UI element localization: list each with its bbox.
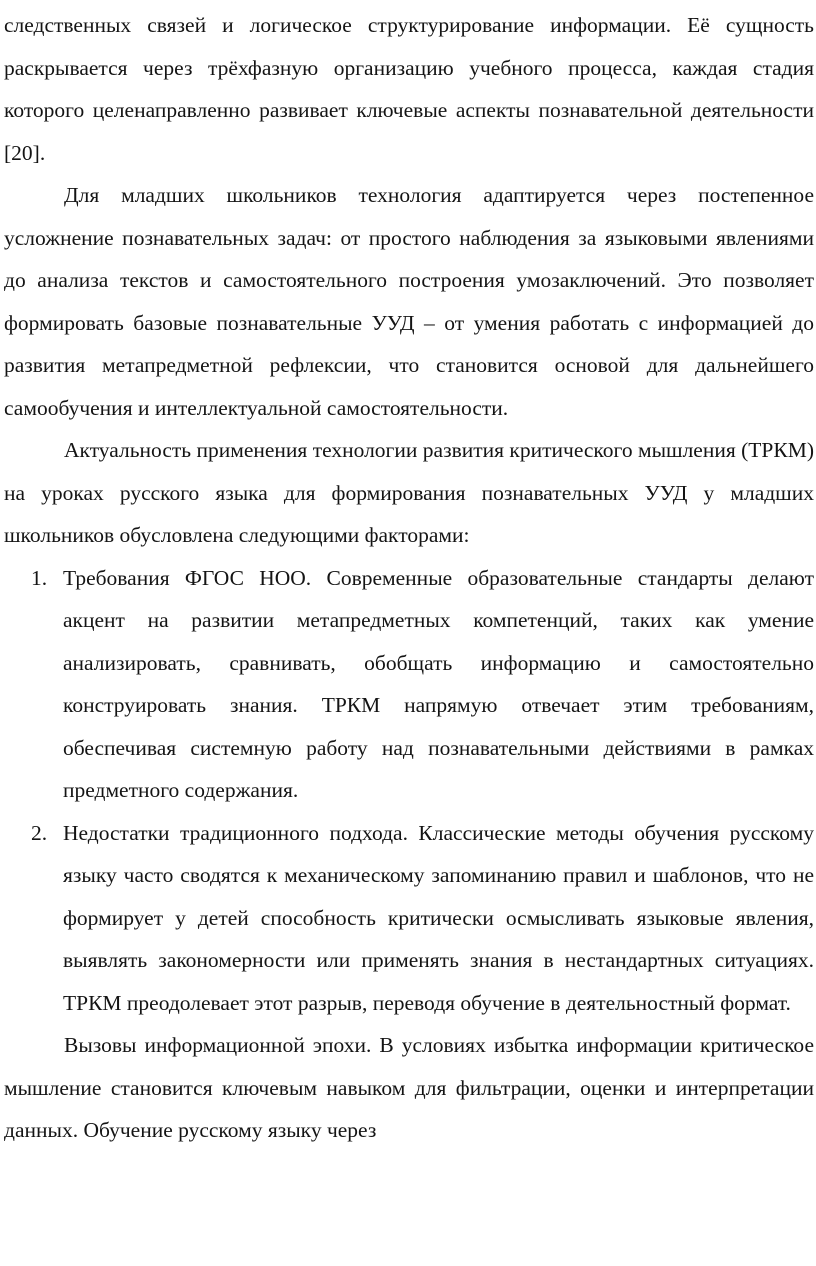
paragraph-relevance: Актуальность применения технологии развития критического мышления (ТРКМ) на уроках русского языка для формирования познавательных УУД у младших школьников обусловлена следующими факторами: [4,438,814,547]
list-item [4,557,814,812]
list-item-text: Требования ФГОС НОО. Современные образовательные стандарты делают акцент на развитии метапредметных компетенций, таких как умение анализировать, сравнивать, обобщать информацию и самостоятельно конструировать знания. ТРКМ напрямую отвечает этим требованиям, обеспечивая системную работу над познавательными действиями в рамках предметного содержания. [63,565,814,802]
list-item-number: 2. [31,820,48,845]
paragraph-information-age: Вызовы информационной эпохи. В условиях избытка информации критическое мышление становится ключевым навыком для фильтрации, оценки и интерпретации данных. Обучение русскому языку через [4,1033,814,1142]
list-item-number: 1. [31,565,48,590]
paragraph-continuation: следственных связей и логическое структурирование информации. Её сущность раскрывается через трёхфазную организацию учебного процесса, каждая стадия которого целенаправленно развивает ключевые аспекты познавательной деятельности [20]. [4,13,814,165]
paragraph-junior-students: Для младших школьников технология адаптируется через постепенное усложнение познавательных задач: от простого наблюдения за языковыми явлениями до анализа текстов и самостоятельного построения умозаключений. Это позволяет формировать базовые познавательные УУД – от умения работать с информацией до развития метапредметной рефлексии, что становится основой для дальнейшего самообучения и интеллектуальной самостоятельности. [4,183,814,420]
list-item-text: Недостатки традиционного подхода. Классические методы обучения русскому языку часто сводятся к механическому запоминанию правил и шаблонов, что не формирует у детей способность критически осмысливать языковые явления, выявлять закономерности или применять знания в нестандартных ситуациях. ТРКМ преодолевает этот разрыв, переводя обучение в деятельностный формат. [63,820,814,1015]
list-item [4,812,814,1025]
factors-list [4,557,814,1025]
